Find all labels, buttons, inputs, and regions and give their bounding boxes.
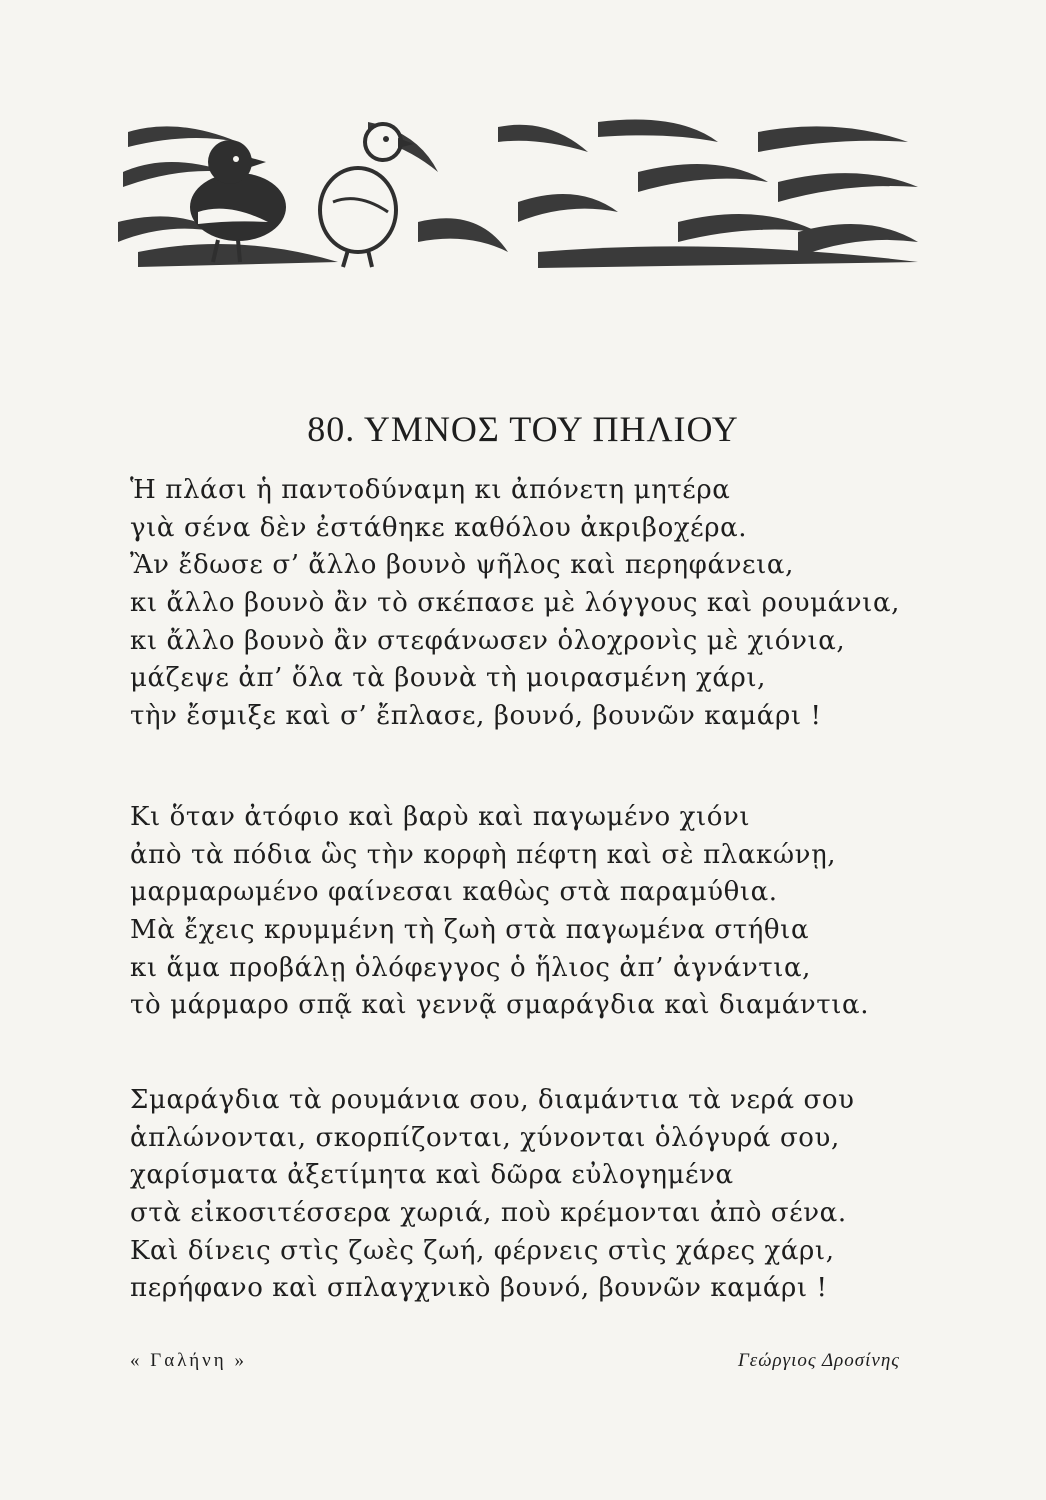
poem-line: κι ἄλλο βουνὸ ἂν τὸ σκέπασε μὲ λόγγους καὶ ρουμάνια, <box>130 588 900 619</box>
poem-line: τὸ μάρμαρο σπᾷ καὶ γεννᾷ σμαράγδια καὶ διαμάντια. <box>130 990 870 1021</box>
poem-line: μάζεψε ἀπ’ ὅλα τὰ βουνὰ τὴ μοιρασμένη χάρι, <box>130 663 767 694</box>
poem-line: κι ἄλλο βουνὸ ἂν στεφάνωσεν ὁλοχρονὶς μὲ χιόνια, <box>130 625 846 656</box>
source-collection: « Γαλήνη » <box>130 1350 247 1371</box>
poem-line: Σμαράγδια τὰ ρουμάνια σου, διαμάντια τὰ νερά σου <box>130 1085 855 1115</box>
poem-line: κι ἅμα προβάλῃ ὁλόφεγγος ὁ ἥλιος ἀπ’ ἀγνάντια, <box>130 952 812 983</box>
poem-line: στὰ εἰκοσιτέσσερα χωριά, ποὺ κρέμονται ἀπὸ σένα. <box>130 1198 847 1229</box>
poem-line: χαρίσματα ἀξετίμητα καὶ δῶρα εὐλογημένα <box>130 1160 734 1191</box>
poem-line: περήφανο καὶ σπλαγχνικὸ βουνό, βουνῶν καμάρι ! <box>130 1273 828 1304</box>
poem-line: μαρμαρωμένο φαίνεσαι καθὼς στὰ παραμύθια. <box>130 877 778 908</box>
poem-line: ἀπὸ τὰ πόδια ὣς τὴν κορφὴ πέφτη καὶ σὲ πλακώνῃ, <box>130 839 837 870</box>
stanza-3 <box>130 1082 930 1308</box>
stanza-1 <box>130 472 930 736</box>
poem-line: Καὶ δίνεις στὶς ζωὲς ζωή, φέρνεις στὶς χάρες χάρι, <box>130 1235 835 1266</box>
poem-line: ἁπλώνονται, σκορπίζονται, χύνονται ὁλόγυρά σου, <box>130 1122 840 1153</box>
poem-line: Κι ὅταν ἀτόφιο καὶ βαρὺ καὶ παγωμένο χιόνι <box>130 802 751 832</box>
stanza-2 <box>130 799 930 1025</box>
poem-line: Ἡ πλάσι ἡ παντοδύναμη κι ἀπόνετη μητέρα <box>130 475 731 505</box>
poem-footer <box>130 1350 900 1372</box>
poem-line: Ἂν ἔδωσε σ’ ἄλλο βουνὸ ψῆλος καὶ περηφάνεια, <box>130 550 794 581</box>
poem-line: Μὰ ἔχεις κρυμμένη τὴ ζωὴ στὰ παγωμένα στήθια <box>130 915 810 946</box>
author-name: Γεώργιος Δροσίνης <box>737 1350 900 1371</box>
poem-line: τὴν ἔσμιξε καὶ σ’ ἔπλασε, βουνό, βουνῶν καμάρι ! <box>130 701 822 732</box>
bird-ornament-illustration <box>118 112 920 270</box>
poem-line: γιὰ σένα δὲν ἐστάθηκε καθόλου ἀκριβοχέρα. <box>130 512 748 543</box>
poem-title: 80. ΥΜΝΟΣ ΤΟΥ ΠΗΛΙΟΥ <box>307 409 739 449</box>
